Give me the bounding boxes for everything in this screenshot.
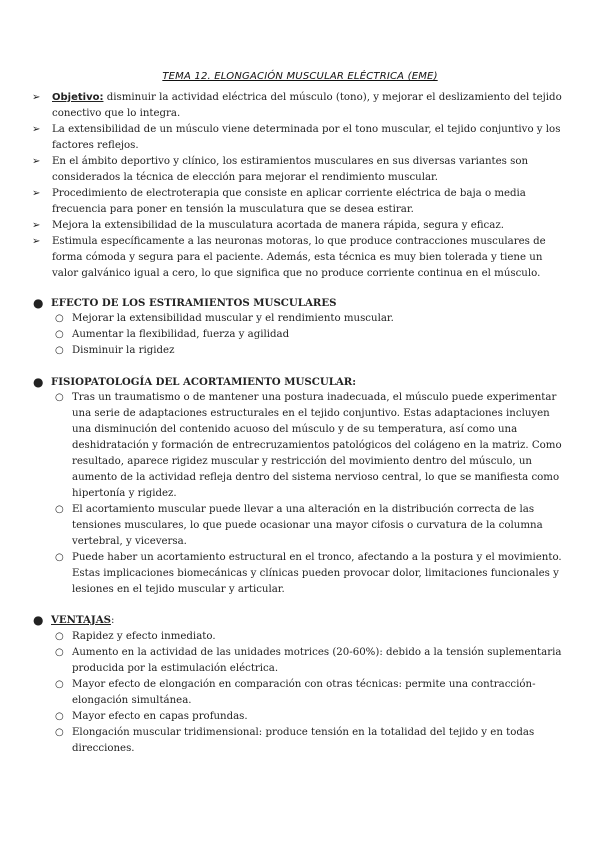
dot-bullet-icon: ● [33, 375, 44, 389]
list-item-text: Estimula específicamente a las neuronas motoras, lo que produce contracciones musculares de forma cómoda y segura para el paciente. Además, esta técnica es muy bien tolerada y tiene un valor galvánico igual a cero, lo que significa que no produce corriente continua en el músculo. [52, 236, 546, 279]
section-heading-text: VENTAJAS [51, 614, 111, 626]
list-item [32, 154, 562, 186]
arrow-bullet-icon: ➢ [32, 236, 41, 247]
arrow-bullet-icon: ➢ [32, 220, 41, 231]
list-item-text: Rapidez y efecto inmediato. [72, 631, 216, 642]
list-item [33, 502, 563, 550]
list-item [32, 218, 562, 234]
list-item [33, 677, 563, 709]
list-item [33, 709, 563, 725]
list-item-text: Tras un traumatismo o de mantener una postura inadecuada, el músculo puede experimentar una serie de adaptaciones estructurales en el tejido conjuntivo. Estas adaptaciones incluyen una disminución del contenido acuoso del músculo y de su temperatura, así como una deshidratación y formación de entrecruzamientos patológicos del colágeno en la matriz. Como resultado, aparece rigidez muscular y restricción del movimiento dentro del músculo, un aumento de la actividad refleja dentro del sistema nervioso central, lo que se manifiesta como hipertonía y rigidez. [72, 392, 562, 499]
ring-bullet-icon: ○ [55, 631, 64, 642]
list-item-text: Procedimiento de electroterapia que consiste en aplicar corriente eléctrica de baja o media frecuencia para poner en tensión la musculatura que se desea estirar. [52, 188, 526, 215]
arrow-bullet-icon: ➢ [32, 124, 41, 135]
section-heading-text: EFECTO DE LOS ESTIRAMIENTOS MUSCULARES [51, 297, 337, 309]
list-item [32, 186, 562, 218]
list-item-text: Mejorar la extensibilidad muscular y el rendimiento muscular. [72, 313, 394, 324]
arrow-bullet-icon: ➢ [32, 156, 41, 167]
intro-list [32, 90, 562, 282]
list-item [33, 629, 563, 645]
list-item [33, 645, 563, 677]
list-item [33, 327, 563, 343]
section-heading [33, 374, 563, 390]
ring-bullet-icon: ○ [55, 392, 64, 403]
ring-bullet-icon: ○ [55, 345, 64, 356]
ring-bullet-icon: ○ [55, 647, 64, 658]
section-ventajas [33, 612, 563, 757]
list-item-text: Disminuir la rigidez [72, 345, 175, 356]
list-item-text: Mejora la extensibilidad de la musculatura acortada de manera rápida, segura y eficaz. [52, 220, 504, 231]
section-heading [33, 295, 563, 311]
dot-bullet-icon: ● [33, 296, 44, 310]
list-item [33, 311, 563, 327]
arrow-bullet-icon: ➢ [32, 188, 41, 199]
list-item-text: La extensibilidad de un músculo viene determinada por el tono muscular, el tejido conjuntivo y los factores reflejos. [52, 124, 561, 151]
ring-bullet-icon: ○ [55, 552, 64, 563]
list-item-text: Aumentar la flexibilidad, fuerza y agilidad [72, 329, 290, 340]
ring-bullet-icon: ○ [55, 711, 64, 722]
list-item-text: Puede haber un acortamiento estructural en el tronco, afectando a la postura y el movimiento. Estas implicaciones biomecánicas y clínicas pueden provocar dolor, limitaciones funcionales y lesiones en el tejido muscular y articular. [72, 552, 562, 595]
ring-bullet-icon: ○ [55, 727, 64, 738]
list-item [33, 343, 563, 359]
ring-bullet-icon: ○ [55, 679, 64, 690]
list-item [32, 234, 562, 282]
list-item [33, 725, 563, 757]
list-item [32, 90, 562, 122]
heading-colon: : [111, 615, 115, 626]
ring-bullet-icon: ○ [55, 504, 64, 515]
list-item [33, 390, 563, 502]
list-item-text: disminuir la actividad eléctrica del músculo (tono), y mejorar el deslizamiento del tejido conectivo que lo integra. [52, 92, 562, 119]
list-item-text: Elongación muscular tridimensional: produce tensión en la totalidad del tejido y en todas direcciones. [72, 727, 535, 754]
page-title: TEMA 12. ELONGACIÓN MUSCULAR ELÉCTRICA (EME) [162, 71, 438, 82]
list-item-text: En el ámbito deportivo y clínico, los estiramientos musculares en sus diversas variantes son considerados la técnica de elección para mejorar el rendimiento muscular. [52, 156, 529, 183]
list-item-text: Mayor efecto en capas profundas. [72, 711, 248, 722]
dot-bullet-icon: ● [33, 613, 44, 627]
objective-label: Objetivo: [52, 92, 104, 103]
arrow-bullet-icon: ➢ [32, 92, 41, 103]
list-item [32, 122, 562, 154]
list-item [33, 550, 563, 598]
section-heading [33, 612, 563, 629]
section-fisiopatologia [33, 374, 563, 598]
ring-bullet-icon: ○ [55, 329, 64, 340]
section-efecto [33, 295, 563, 359]
list-item-text: Mayor efecto de elongación en comparación con otras técnicas: permite una contracción-elongación simultánea. [72, 679, 536, 706]
ring-bullet-icon: ○ [55, 313, 64, 324]
section-heading-text: FISIOPATOLOGÍA DEL ACORTAMIENTO MUSCULAR: [51, 376, 357, 388]
list-item-text: El acortamiento muscular puede llevar a una alteración en la distribución correcta de las tensiones musculares, lo que puede ocasionar una mayor cifosis o curvatura de la columna vertebral, y viceversa. [72, 504, 543, 547]
list-item-text: Aumento en la actividad de las unidades motrices (20-60%): debido a la tensión suplementaria producida por la estimulación eléctrica. [72, 647, 562, 674]
